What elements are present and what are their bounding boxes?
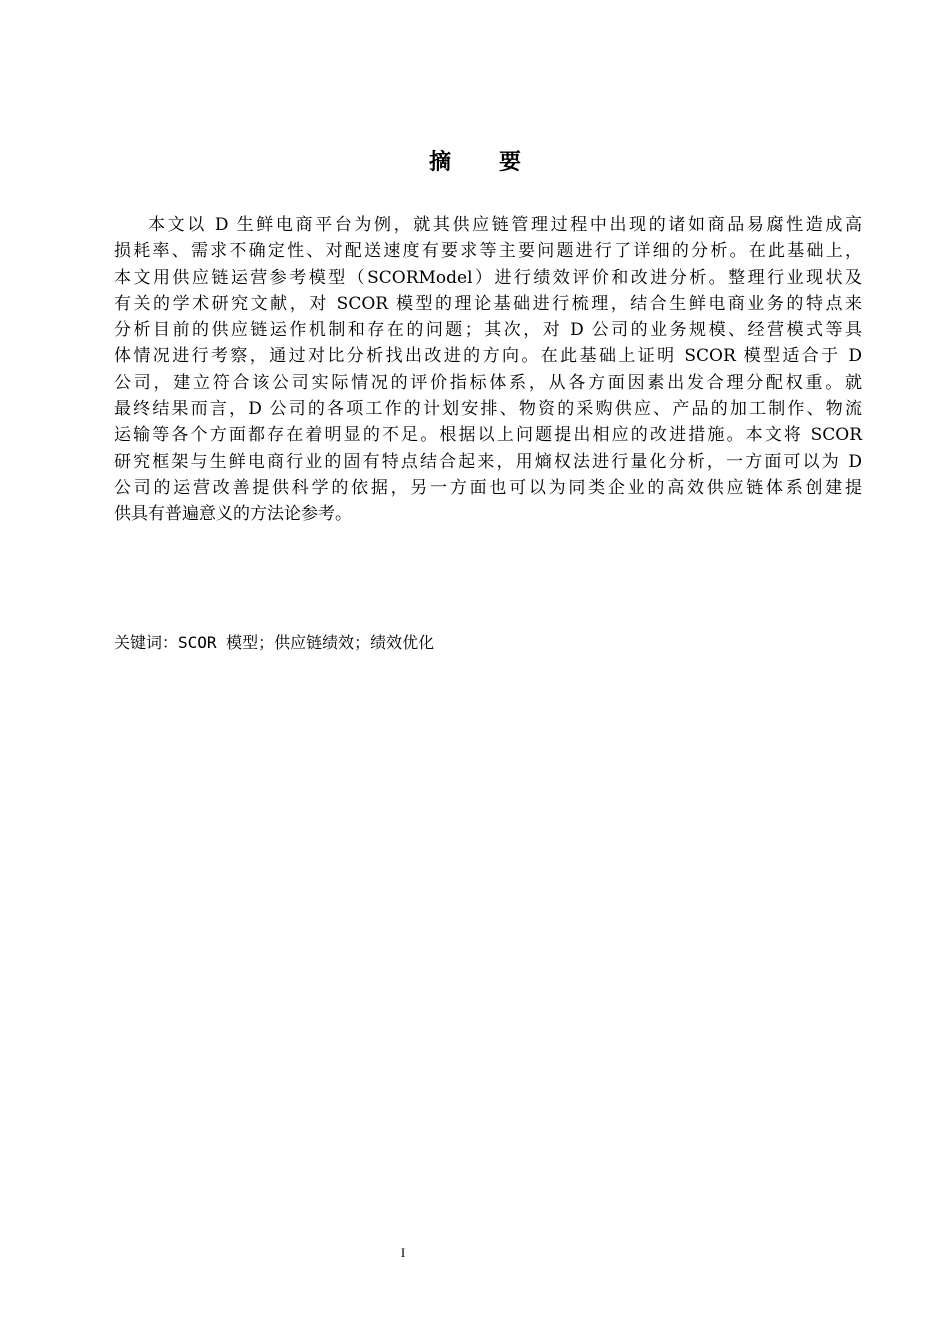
abstract-heading-char-2: 要: [499, 150, 522, 175]
abstract-heading: [0, 148, 950, 178]
abstract-line: 研究框架与生鲜电商行业的固有特点结合起来，用熵权法进行量化分析，一方面可以为 D: [114, 451, 862, 472]
abstract-line: 公司，建立符合该公司实际情况的评价指标体系，从各方面因素出发合理分配权重。就: [114, 372, 862, 393]
abstract-line: 本文用供应链运营参考模型（SCORModel）进行绩效评价和改进分析。整理行业现状及: [114, 267, 862, 288]
abstract-body: [114, 212, 862, 528]
abstract-line: 损耗率、需求不确定性、对配送速度有要求等主要问题进行了详细的分析。在此基础上，: [114, 241, 862, 262]
abstract-line: 体情况进行考察，通过对比分析找出改进的方向。在此基础上证明 SCOR 模型适合于 D: [114, 346, 862, 367]
keywords-line: 关键词：SCOR 模型；供应链绩效；绩效优化: [114, 633, 435, 652]
abstract-line: 公司的运营改善提供科学的依据，另一方面也可以为同类企业的高效供应链体系创建提: [114, 477, 862, 498]
abstract-line: 有关的学术研究文献，对 SCOR 模型的理论基础进行梳理，结合生鲜电商业务的特点来: [114, 293, 862, 314]
abstract-heading-char-1: 摘: [428, 150, 451, 175]
abstract-line: 最终结果而言，D 公司的各项工作的计划安排、物资的采购供应、产品的加工制作、物流: [114, 399, 862, 420]
abstract-line: 运输等各个方面都存在着明显的不足。根据以上问题提出相应的改进措施。本文将 SCOR: [114, 425, 862, 446]
abstract-line: 本文以 D 生鲜电商平台为例，就其供应链管理过程中出现的诸如商品易腐性造成高: [148, 215, 862, 235]
page-number: I: [400, 1245, 406, 1260]
abstract-line: 分析目前的供应链运作机制和存在的问题；其次，对 D 公司的业务规模、经营模式等具: [114, 320, 862, 341]
abstract-line: 供具有普遍意义的方法论参考。: [114, 504, 352, 525]
